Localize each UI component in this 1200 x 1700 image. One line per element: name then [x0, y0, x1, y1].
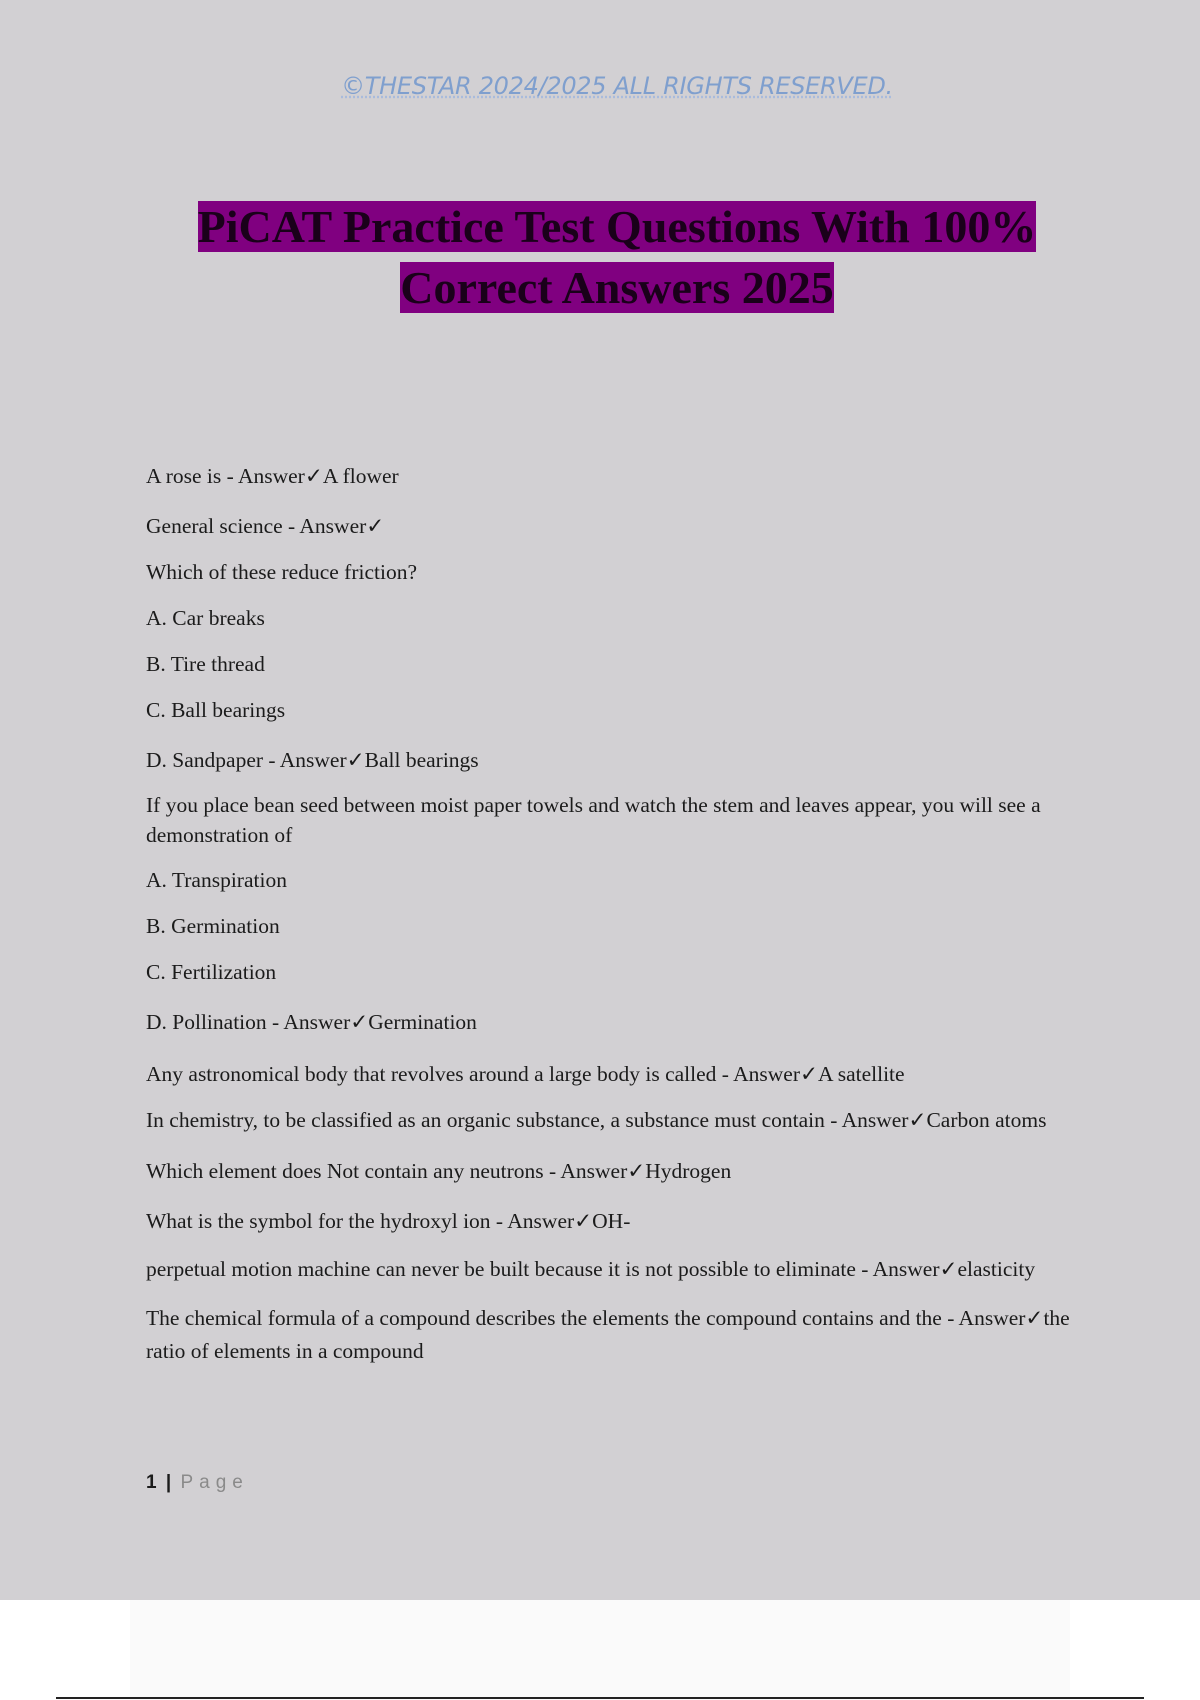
page-label: Page [180, 1472, 249, 1493]
text-line: C. Fertilization [146, 960, 277, 984]
text-line: In chemistry, to be classified as an organic substance, a substance must contain - Answer✓Carbon atoms [146, 1108, 1047, 1132]
text-line: General science - Answer✓ [146, 514, 385, 538]
copyright-watermark: ©THESTAR 2024/2025 ALL RIGHTS RESERVED. [341, 72, 893, 100]
next-page-preview [130, 1600, 1070, 1700]
document-title [100, 196, 1134, 318]
text-line: Any astronomical body that revolves around a large body is called - Answer✓A satellite [146, 1062, 905, 1086]
title-line-1: PiCAT Practice Test Questions With 100% [197, 201, 1037, 252]
text-line: B. Germination [146, 914, 280, 938]
page-number: 1 [146, 1472, 157, 1493]
text-line: A. Car breaks [146, 606, 265, 630]
footer-separator: | [165, 1472, 172, 1493]
text-line: The chemical formula of a compound describes the elements the compound contains and the - Answer✓the ratio of elements in a compound [146, 1306, 1070, 1363]
text-line: D. Sandpaper - Answer✓Ball bearings [146, 748, 479, 772]
text-line: A. Transpiration [146, 868, 287, 892]
text-line: Which element does Not contain any neutrons - Answer✓Hydrogen [146, 1159, 732, 1183]
page-footer [146, 1472, 249, 1494]
text-line: D. Pollination - Answer✓Germination [146, 1010, 477, 1034]
text-line: A rose is - Answer✓A flower [146, 464, 399, 488]
text-line: Which of these reduce friction? [146, 560, 418, 584]
text-line: perpetual motion machine can never be built because it is not possible to eliminate - Answer✓elasticity [146, 1257, 1036, 1281]
title-line-2: Correct Answers 2025 [400, 262, 834, 313]
text-line: C. Ball bearings [146, 698, 286, 722]
question-list [146, 460, 1076, 1368]
text-line: B. Tire thread [146, 652, 265, 676]
bottom-divider [56, 1697, 1144, 1699]
text-line: What is the symbol for the hydroxyl ion - Answer✓OH- [146, 1209, 631, 1233]
text-line: If you place bean seed between moist paper towels and watch the stem and leaves appear, you will see a demonstration of [146, 793, 1041, 847]
